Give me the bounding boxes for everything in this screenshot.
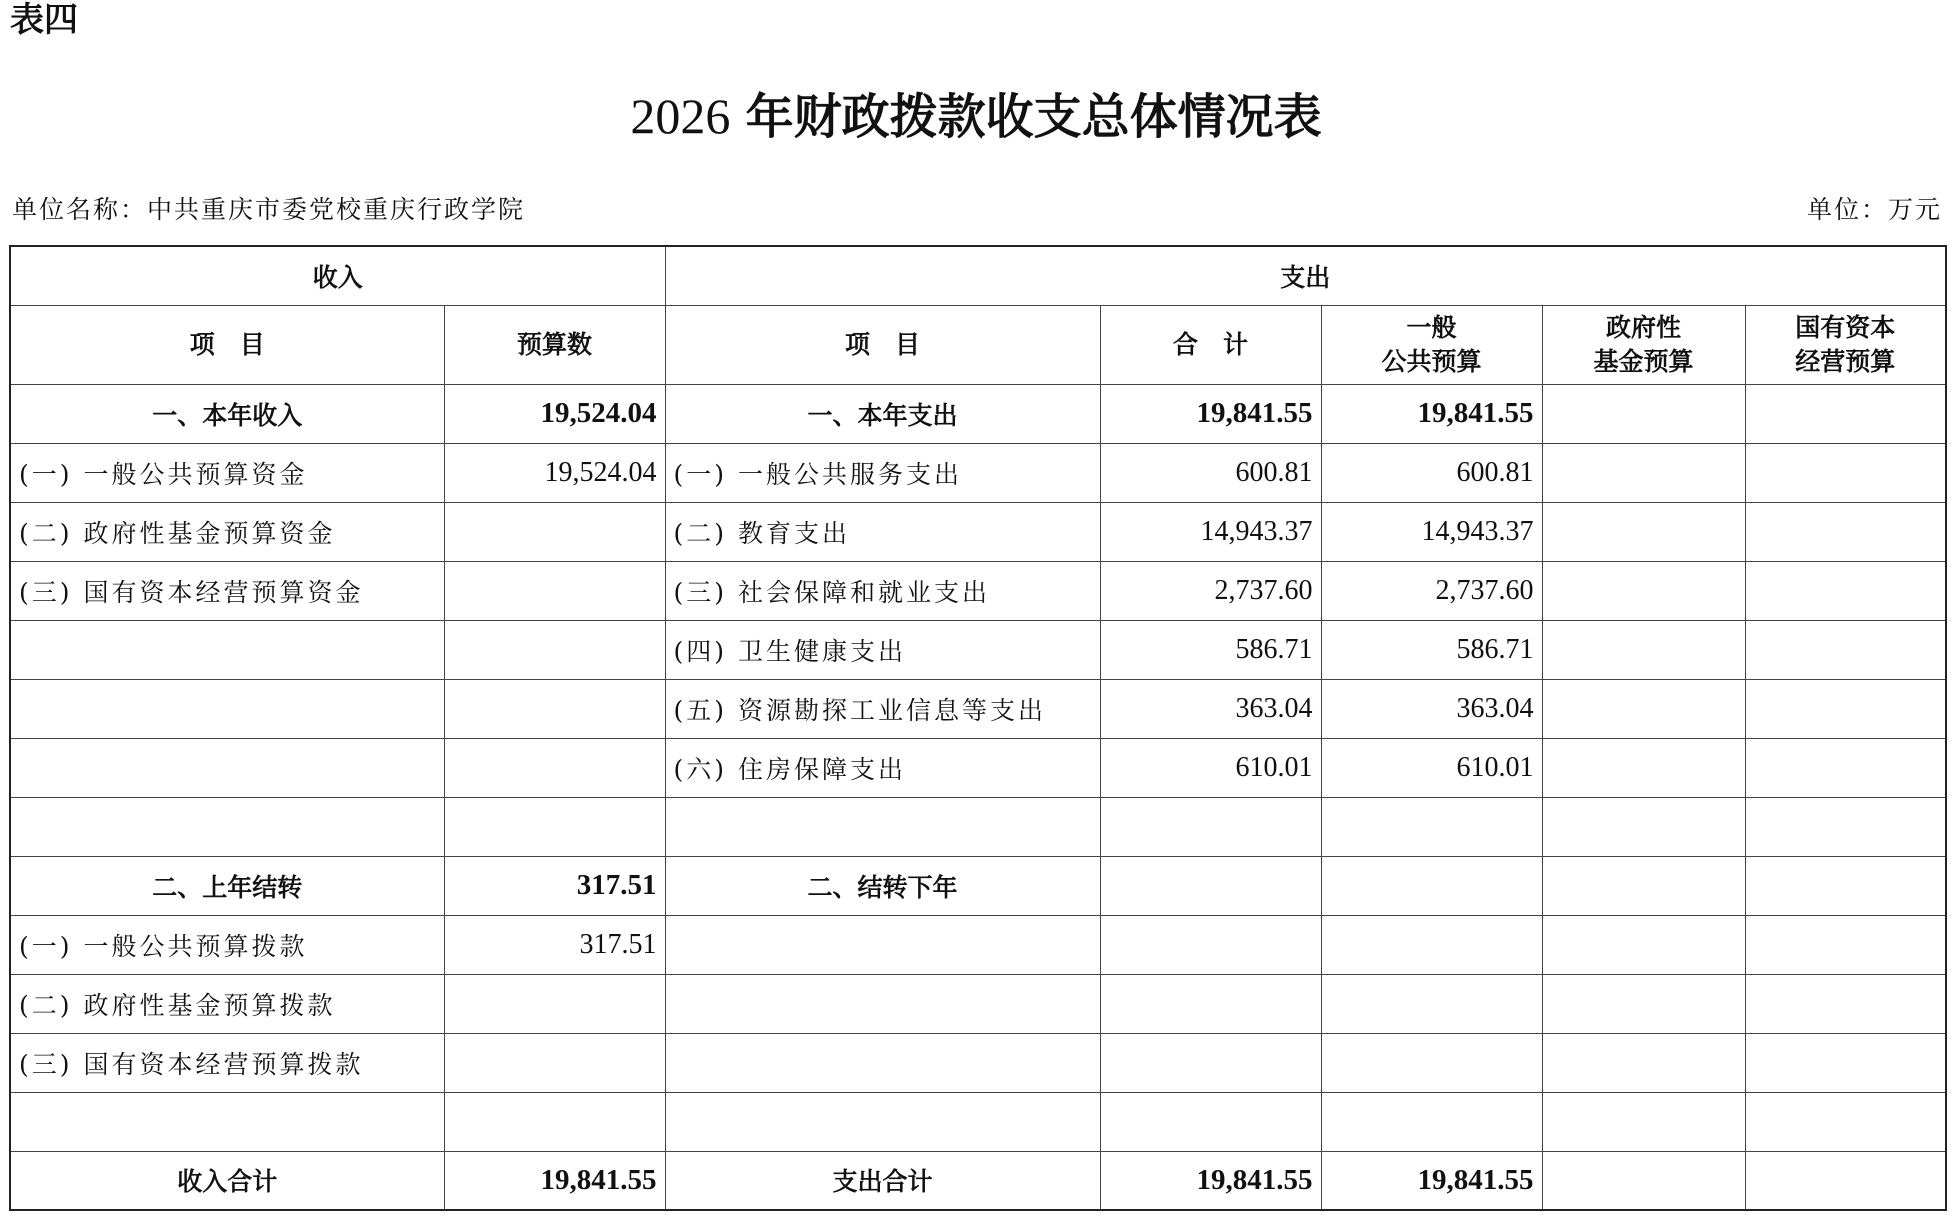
income-item: (一) 一般公共预算拨款 [10, 915, 444, 974]
state-capital-value [1745, 561, 1946, 620]
expense-total: 2,737.60 [1100, 561, 1321, 620]
table-row [10, 443, 1946, 502]
unit-name: 单位名称：中共重庆市委党校重庆行政学院 [12, 195, 526, 224]
currency-unit: 单位：万元 [1806, 195, 1942, 224]
state-capital-value [1745, 797, 1946, 856]
income-item: 收入合计 [10, 1151, 444, 1210]
table-row [10, 974, 1946, 1033]
expense-total [1100, 1033, 1321, 1092]
income-item: (二) 政府性基金预算资金 [10, 502, 444, 561]
expense-item: (五) 资源勘探工业信息等支出 [665, 679, 1100, 738]
table-row [10, 384, 1946, 443]
table-row [10, 1033, 1946, 1092]
income-item: 一、本年收入 [10, 384, 444, 443]
table-row [10, 738, 1946, 797]
gov-fund-value [1542, 1092, 1745, 1151]
income-value [444, 1092, 665, 1151]
budget-table [9, 245, 1947, 1211]
expense-total [1100, 856, 1321, 915]
state-capital-value [1745, 679, 1946, 738]
income-value: 317.51 [444, 915, 665, 974]
general-budget-value [1321, 797, 1542, 856]
general-budget-value: 2,737.60 [1321, 561, 1542, 620]
expense-total: 19,841.55 [1100, 384, 1321, 443]
income-value [444, 620, 665, 679]
expense-item: (六) 住房保障支出 [665, 738, 1100, 797]
gov-fund-value [1542, 915, 1745, 974]
expense-total [1100, 797, 1321, 856]
expense-total: 610.01 [1100, 738, 1321, 797]
state-capital-value [1745, 1151, 1946, 1210]
general-budget-value: 363.04 [1321, 679, 1542, 738]
gov-fund-value [1542, 738, 1745, 797]
gov-fund-value [1542, 679, 1745, 738]
state-capital-value [1745, 443, 1946, 502]
table-row [10, 679, 1946, 738]
gov-fund-value [1542, 502, 1745, 561]
state-capital-value [1745, 502, 1946, 561]
expense-header: 支出 [665, 246, 1946, 305]
col-gov-fund: 政府性 基金预算 [1542, 305, 1745, 384]
income-item: 二、上年结转 [10, 856, 444, 915]
income-item [10, 797, 444, 856]
state-capital-value [1745, 1092, 1946, 1151]
general-budget-value [1321, 856, 1542, 915]
income-item [10, 620, 444, 679]
gov-fund-value [1542, 1033, 1745, 1092]
state-capital-value [1745, 856, 1946, 915]
income-value [444, 502, 665, 561]
income-value [444, 1033, 665, 1092]
income-item: (二) 政府性基金预算拨款 [10, 974, 444, 1033]
income-value [444, 797, 665, 856]
expense-item: (一) 一般公共服务支出 [665, 443, 1100, 502]
income-item: (三) 国有资本经营预算资金 [10, 561, 444, 620]
income-value [444, 738, 665, 797]
general-budget-value: 610.01 [1321, 738, 1542, 797]
expense-total: 600.81 [1100, 443, 1321, 502]
table-row [10, 915, 1946, 974]
page-title [0, 86, 1952, 147]
gov-fund-value [1542, 561, 1745, 620]
table-row [10, 1151, 1946, 1210]
gov-fund-value [1542, 856, 1745, 915]
income-item [10, 738, 444, 797]
gov-fund-value [1542, 620, 1745, 679]
col-income-budget: 预算数 [444, 305, 665, 384]
general-budget-value [1321, 1033, 1542, 1092]
income-value: 19,524.04 [444, 443, 665, 502]
table-row [10, 856, 1946, 915]
income-value: 317.51 [444, 856, 665, 915]
income-value [444, 679, 665, 738]
general-budget-value [1321, 915, 1542, 974]
income-value [444, 561, 665, 620]
general-budget-value [1321, 1092, 1542, 1151]
table-row [10, 561, 1946, 620]
gov-fund-value [1542, 384, 1745, 443]
col-total: 合 计 [1100, 305, 1321, 384]
state-capital-value [1745, 974, 1946, 1033]
gov-fund-value [1542, 797, 1745, 856]
income-item [10, 679, 444, 738]
expense-item [665, 915, 1100, 974]
col-state-capital: 国有资本 经营预算 [1745, 305, 1946, 384]
table-row [10, 620, 1946, 679]
expense-total: 14,943.37 [1100, 502, 1321, 561]
state-capital-value [1745, 620, 1946, 679]
general-budget-value: 14,943.37 [1321, 502, 1542, 561]
income-value: 19,524.04 [444, 384, 665, 443]
expense-total: 363.04 [1100, 679, 1321, 738]
expense-item: 支出合计 [665, 1151, 1100, 1210]
expense-item [665, 974, 1100, 1033]
expense-total [1100, 974, 1321, 1033]
expense-total [1100, 1092, 1321, 1151]
general-budget-value [1321, 974, 1542, 1033]
state-capital-value [1745, 915, 1946, 974]
state-capital-value [1745, 738, 1946, 797]
expense-item: 二、结转下年 [665, 856, 1100, 915]
col-general-budget: 一般 公共预算 [1321, 305, 1542, 384]
income-item: (一) 一般公共预算资金 [10, 443, 444, 502]
expense-item: 一、本年支出 [665, 384, 1100, 443]
table-row [10, 797, 1946, 856]
expense-item: (三) 社会保障和就业支出 [665, 561, 1100, 620]
general-budget-value: 586.71 [1321, 620, 1542, 679]
state-capital-value [1745, 1033, 1946, 1092]
expense-item [665, 797, 1100, 856]
table-number: 表四 [10, 0, 78, 40]
income-item [10, 1092, 444, 1151]
gov-fund-value [1542, 1151, 1745, 1210]
title-year: 2026 [630, 88, 731, 144]
table-row [10, 502, 1946, 561]
general-budget-value: 19,841.55 [1321, 384, 1542, 443]
general-budget-value: 19,841.55 [1321, 1151, 1542, 1210]
col-income-item: 项 目 [10, 305, 444, 384]
income-header: 收入 [10, 246, 665, 305]
title-text: 年财政拨款收支总体情况表 [745, 89, 1322, 145]
general-budget-value: 600.81 [1321, 443, 1542, 502]
expense-item [665, 1092, 1100, 1151]
expense-total [1100, 915, 1321, 974]
income-value [444, 974, 665, 1033]
gov-fund-value [1542, 974, 1745, 1033]
expense-item [665, 1033, 1100, 1092]
expense-total: 586.71 [1100, 620, 1321, 679]
state-capital-value [1745, 384, 1946, 443]
expense-total: 19,841.55 [1100, 1151, 1321, 1210]
income-value: 19,841.55 [444, 1151, 665, 1210]
expense-item: (四) 卫生健康支出 [665, 620, 1100, 679]
income-item: (三) 国有资本经营预算拨款 [10, 1033, 444, 1092]
gov-fund-value [1542, 443, 1745, 502]
expense-item: (二) 教育支出 [665, 502, 1100, 561]
col-expense-item: 项 目 [665, 305, 1100, 384]
table-row [10, 1092, 1946, 1151]
